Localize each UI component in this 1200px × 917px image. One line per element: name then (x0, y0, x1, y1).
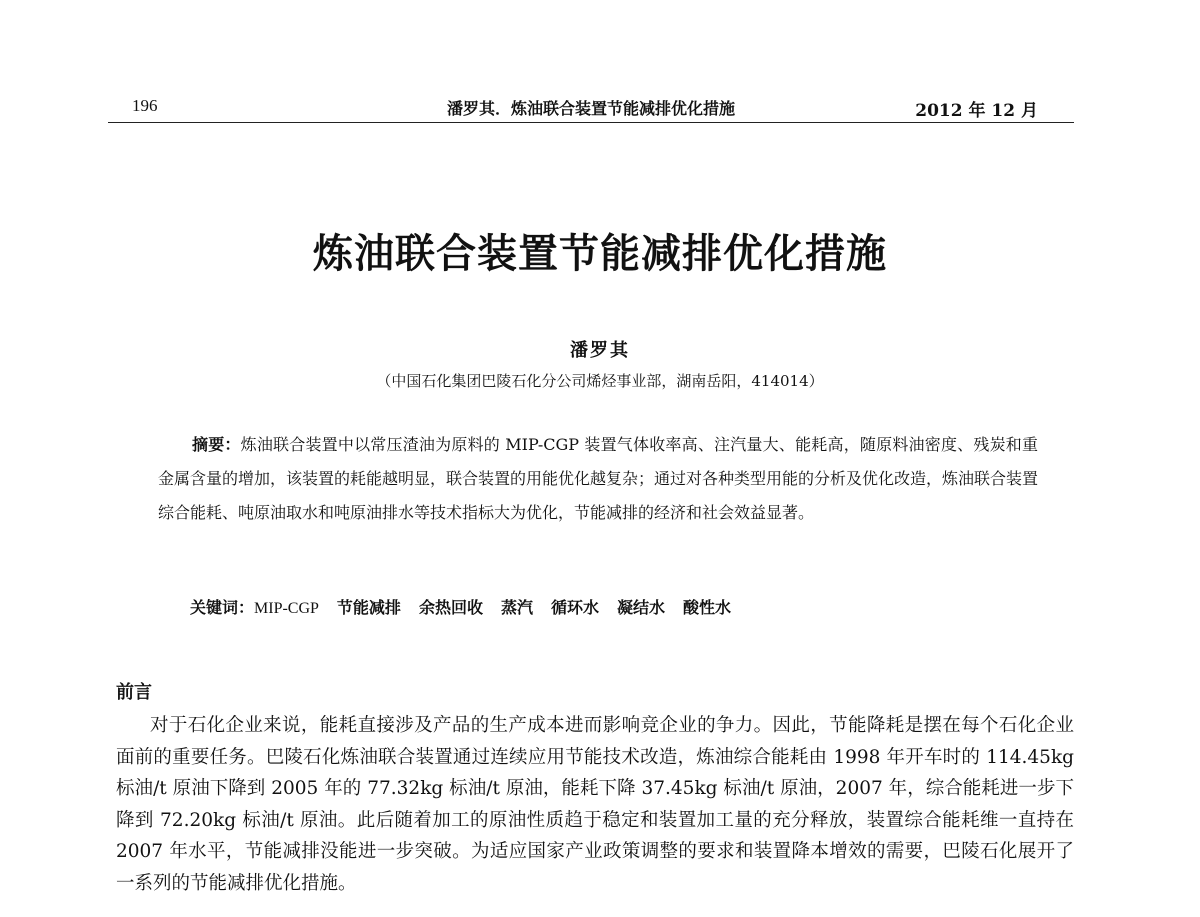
author-affiliation: （中国石化集团巴陵石化分公司烯烃事业部，湖南岳阳，414014） (376, 372, 824, 390)
author-name: 潘罗其 (570, 340, 630, 361)
keyword: 凝结水 (616, 598, 665, 617)
keyword: 酸性水 (683, 598, 732, 617)
running-title: 潘罗其．炼油联合装置节能减排优化措施 (446, 99, 735, 118)
abstract-text: 炼油联合装置中以常压渣油为原料的 MIP-CGP 装置气体收率高、注汽量大、能耗高，随原料油密度、残炭和重金属含量的增加，该装置的耗能越明显，联合装置的用能优化越复杂；通过对各种类型用能的分析及优化改造，炼油联合装置综合能耗、吨原油取水和吨原油排水等技术指标大为优化，节能减排的经济和社会效益显著。 (158, 435, 1039, 522)
issue-date: 2012 年 12 月 (915, 101, 1038, 121)
section-heading: 前言 (116, 682, 152, 703)
abstract (158, 428, 1038, 530)
keyword: 循环水 (550, 598, 599, 617)
article-title: 炼油联合装置节能减排优化措施 (313, 231, 887, 277)
keyword: 余热回收 (418, 598, 483, 617)
running-header (108, 96, 1074, 123)
keywords (190, 595, 749, 618)
abstract-label: 摘要： (192, 435, 241, 454)
keyword: 蒸汽 (500, 598, 533, 617)
page-number: 196 (132, 96, 158, 115)
body-paragraph: 对于石化企业来说，能耗直接涉及产品的生产成本进而影响竞企业的争力。因此，节能降耗是摆在每个石化企业面前的重要任务。巴陵石化炼油联合装置通过连续应用节能技术改造，炼油综合能耗由 1998 年开车时的 114.45kg 标油/t 原油下降到 2005 年的 77.32kg 标油/t 原油，能耗下降 37.45kg 标油/t 原油，2007 年，综合能耗进一步下降到 72.20kg 标油/t 原油。此后随着加工的原油性质趋于稳定和装置加工量的充分释放，装置综合能耗维一直持在 2007 年水平，节能减排没能进一步突破。为适应国家产业政策调整的要求和装置降本增效的需要，巴陵石化展开了一系列的节能减排优化措施。 (116, 715, 1074, 894)
keyword: MIP-CGP (254, 600, 319, 617)
keyword: 节能减排 (336, 598, 401, 617)
keywords-label: 关键词： (190, 598, 255, 617)
